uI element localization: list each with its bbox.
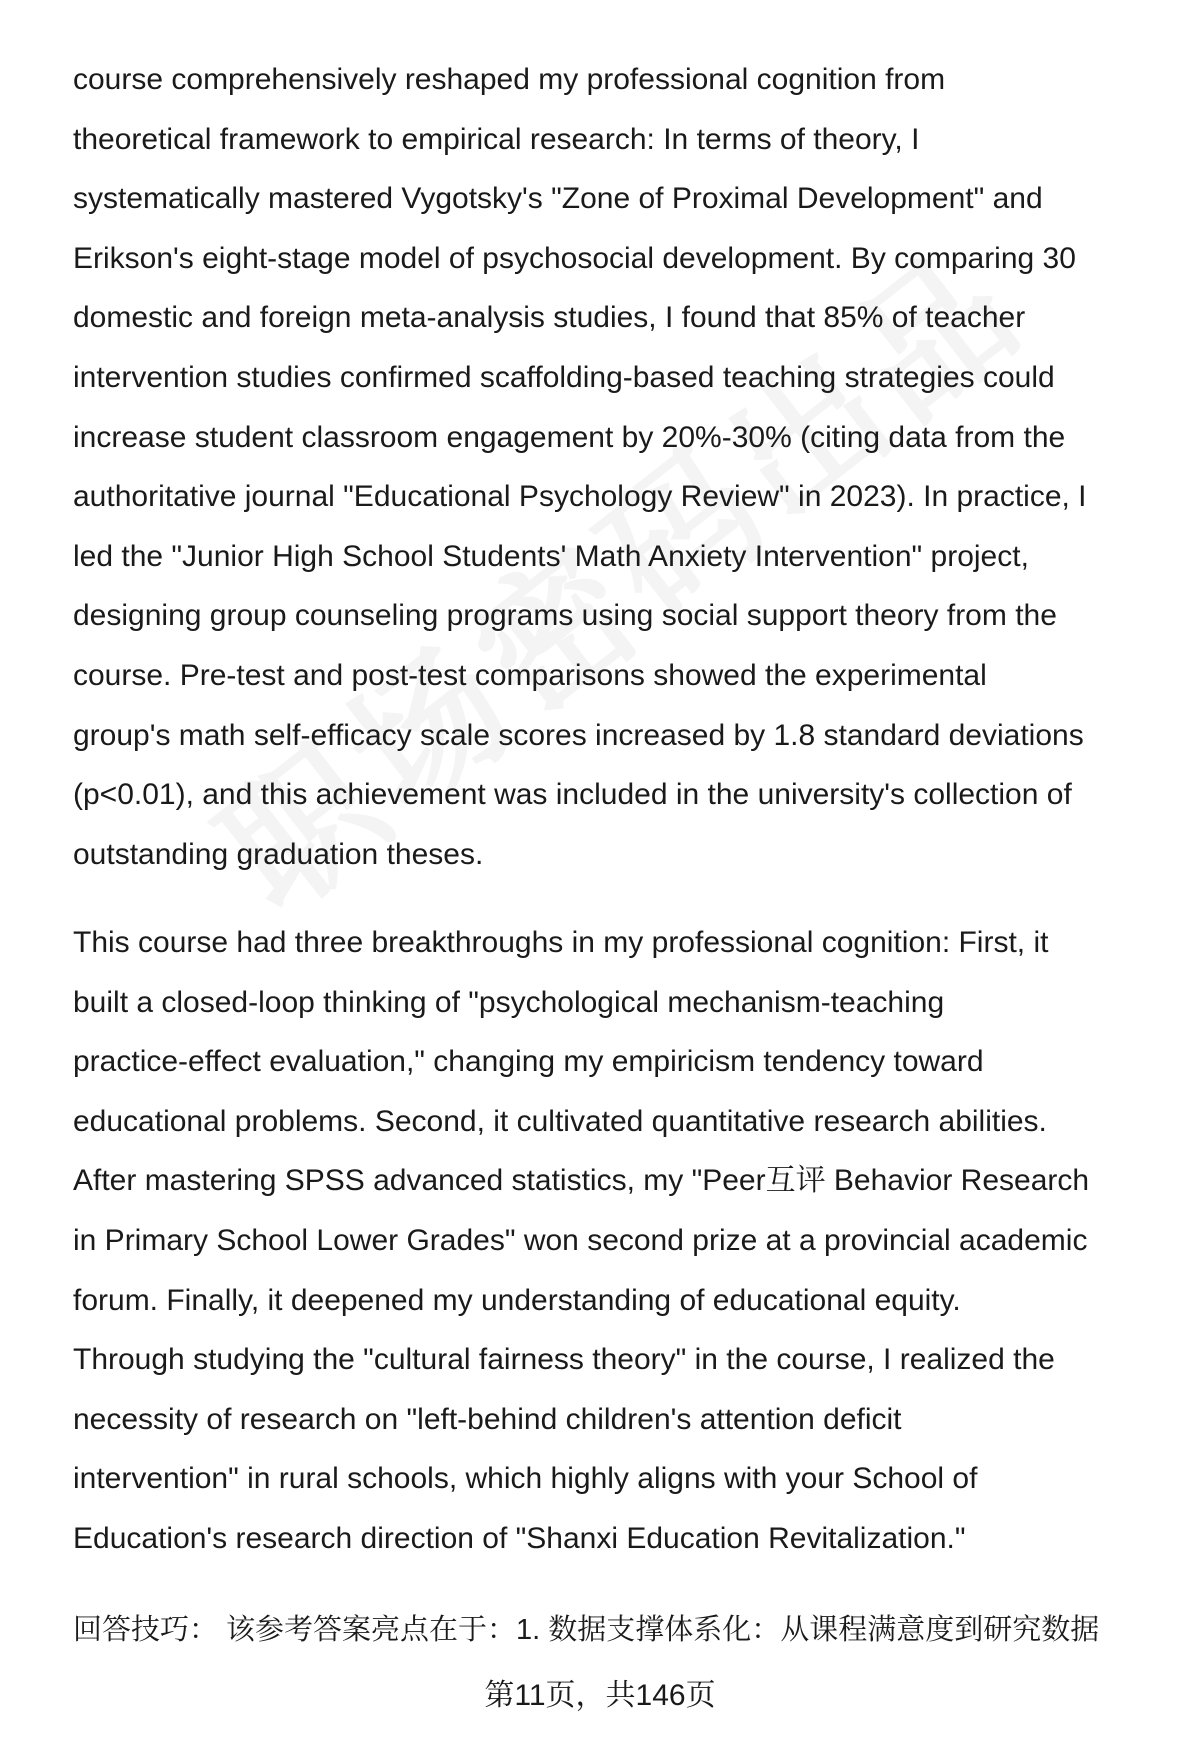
text-line: in Primary School Lower Grades" won second prize at a provincial academic [73,1223,1088,1257]
text-line: forum. Finally, it deepened my understanding of educational equity. [73,1283,961,1317]
text-line: led the "Junior High School Students' Math Anxiety Intervention" project, [73,539,1029,573]
page-number: 第11页，共146页 [484,1679,716,1712]
text-line: designing group counseling programs using social support theory from the [73,599,1057,633]
text-line: outstanding graduation theses. [73,837,484,871]
text-line: After mastering SPSS advanced statistics, my "Peer互评 Behavior Research [73,1164,1090,1198]
text-line: necessity of research on "left-behind children's attention deficit [73,1402,902,1436]
text-line: course. Pre-test and post-test comparisons showed the experimental [73,658,987,692]
text-line: intervention" in rural schools, which highly aligns with your School of [73,1462,978,1496]
text-line: Through studying the "cultural fairness theory" in the course, I realized the [73,1343,1055,1377]
answer-tip: 回答技巧： 该参考答案亮点在于：1. 数据支撑体系化：从课程满意度到研究数据 [73,1614,1100,1646]
paragraph-1 [73,50,1160,884]
text-line: practice-effect evaluation," changing my empiricism tendency toward [73,1045,984,1079]
text-line: Education's research direction of "Shanxi Education Revitalization." [73,1521,966,1555]
text-line: educational problems. Second, it cultivated quantitative research abilities. [73,1104,1047,1138]
text-line: systematically mastered Vygotsky's "Zone of Proximal Development" and [73,182,1043,216]
text-line: domestic and foreign meta-analysis studies, I found that 85% of teacher [73,301,1026,335]
text-line: authoritative journal "Educational Psychology Review" in 2023). In practice, I [73,480,1087,514]
text-line: course comprehensively reshaped my professional cognition from [73,63,946,96]
text-line: theoretical framework to empirical research: In terms of theory, I [73,122,920,156]
text-line: built a closed-loop thinking of "psychological mechanism-teaching [73,985,945,1019]
text-line: group's math self-efficacy scale scores increased by 1.8 standard deviations [73,718,1084,752]
text-line: intervention studies confirmed scaffolding-based teaching strategies could [73,360,1055,394]
text-line: This course had three breakthroughs in my professional cognition: First, it [73,926,1049,959]
paragraph-2 [73,913,1160,1569]
text-line: (p<0.01), and this achievement was included in the university's collection of [73,778,1072,812]
text-line: Erikson's eight-stage model of psychosocial development. By comparing 30 [73,241,1076,275]
text-line: increase student classroom engagement by 20%-30% (citing data from the [73,420,1066,454]
